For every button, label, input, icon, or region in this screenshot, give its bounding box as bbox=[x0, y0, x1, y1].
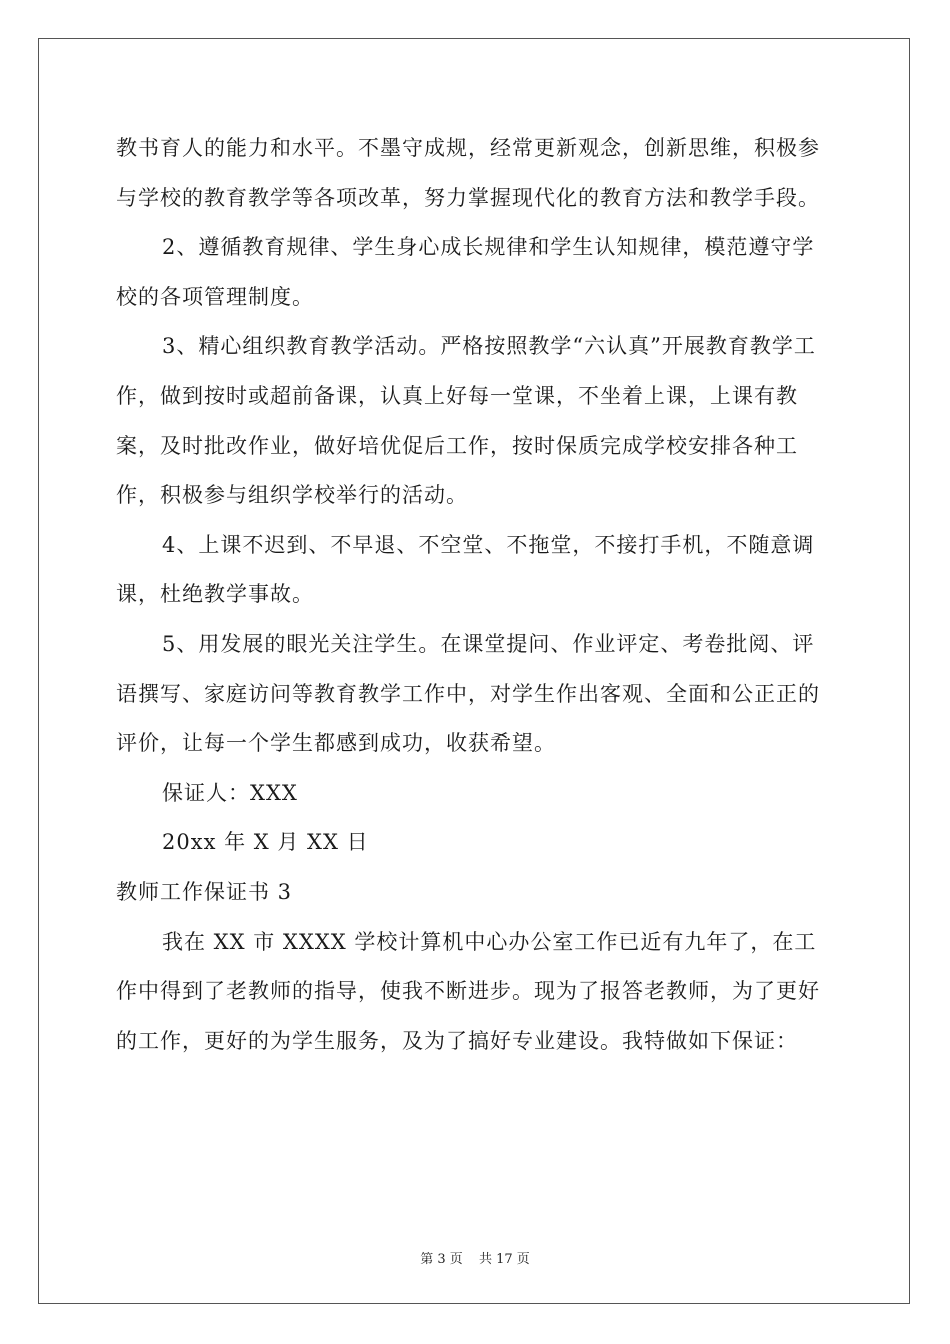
date-line: 20xx 年 X 月 XX 日 bbox=[162, 830, 369, 855]
page-footer bbox=[0, 1248, 950, 1267]
paragraph-intro: 我在 XX 市 XXXX 学校计算机中心办公室工作已近有九年了，在工作中得到了老教师的指导，使我不断进步。现为了报答老教师，为了更好的工作，更好的为学生服务，及为了搞好专业建设。我特做如下保证： bbox=[116, 929, 820, 1053]
paragraph-item-2: 2、遵循教育规律、学生身心成长规律和学生认知规律，模范遵守学校的各项管理制度。 bbox=[116, 235, 815, 309]
document-body bbox=[116, 124, 836, 1066]
paragraph-item-3: 3、精心组织教育教学活动。严格按照教学“六认真”开展教育教学工作，做到按时或超前备课，认真上好每一堂课，不坐着上课，上课有教案，及时批改作业，做好培优促后工作，按时保质完成学校安排各种工作，积极参与组织学校举行的活动。 bbox=[116, 334, 816, 508]
page-total: 共 17 页 bbox=[478, 1252, 530, 1267]
paragraph-continued: 教书育人的能力和水平。不墨守成规，经常更新观念，创新思维，积极参与学校的教育教学等各项改革，努力掌握现代化的教育方法和教学手段。 bbox=[116, 136, 820, 210]
guarantor-line: 保证人：XXX bbox=[162, 780, 298, 805]
section-title: 教师工作保证书 3 bbox=[116, 879, 293, 904]
paragraph-item-5: 5、用发展的眼光关注学生。在课堂提问、作业评定、考卷批阅、评语撰写、家庭访问等教育教学工作中，对学生作出客观、全面和公正正的评价，让每一个学生都感到成功，收获希望。 bbox=[116, 631, 820, 756]
paragraph-item-4: 4、上课不迟到、不早退、不空堂、不拖堂，不接打手机，不随意调课，杜绝教学事故。 bbox=[116, 532, 815, 607]
page-number: 第 3 页 bbox=[420, 1252, 463, 1267]
